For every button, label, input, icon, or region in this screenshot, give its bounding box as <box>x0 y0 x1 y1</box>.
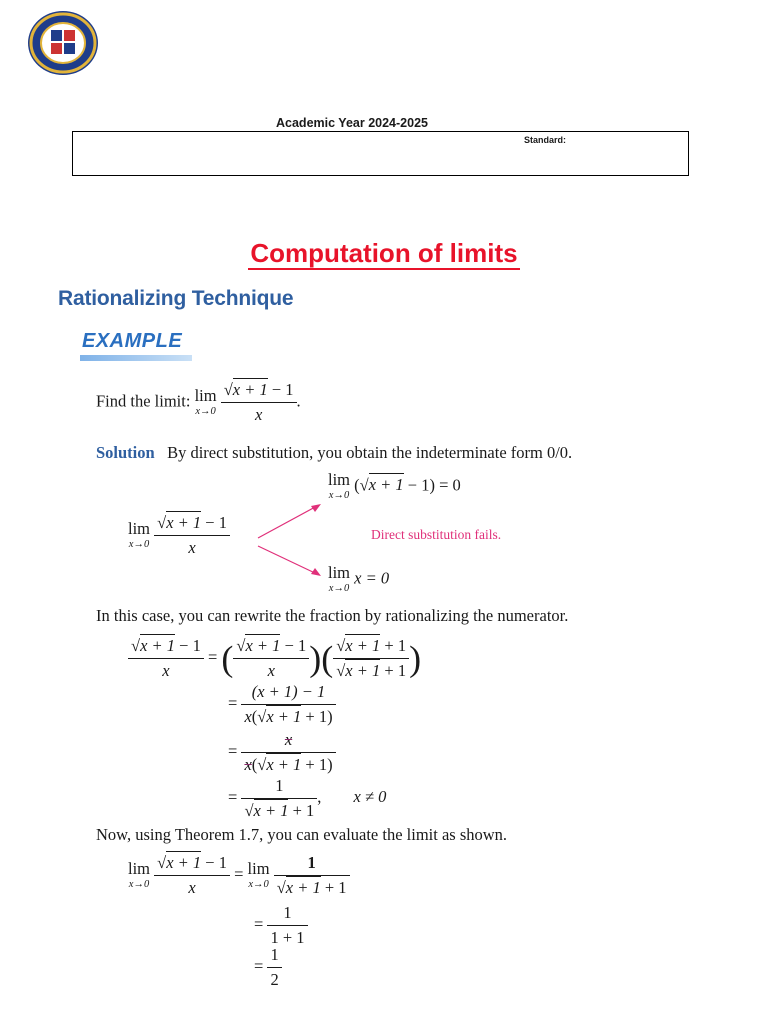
problem-fraction: $\frac{√x + 1 - 1}{x}$ <box>221 380 297 425</box>
page-title-text: Computation of limits <box>250 238 518 268</box>
standard-label: Standard: <box>524 135 567 145</box>
final-limit-step-2: = $\frac{1}{1 + 1}$ <box>254 903 308 948</box>
final-limit-step-3: = $\frac{1}{2}$ <box>254 945 282 990</box>
info-box <box>72 131 689 176</box>
limit-operator: lim x→0 <box>194 386 217 417</box>
solution-text: By direct substitution, you obtain the indeterminate form 0/0. <box>167 443 573 462</box>
solution-label: Solution <box>96 443 155 462</box>
numerator-limit: lim x→0 (√x + 1 − 1) = 0 <box>328 470 461 501</box>
problem-statement: Find the limit: lim x→0 $\frac{√x + 1 - 1}{x}$ . <box>96 380 301 424</box>
substitution-arrows <box>255 498 325 580</box>
final-limit-step-1: lim x→0 $\frac{√x + 1 - 1}{x}$ = lim x→0 $\frac{1}{√x + 1 + 1}$ <box>128 853 350 898</box>
theorem-text: Now, using Theorem 1.7, you can evaluate the limit as shown. <box>96 825 508 844</box>
rationalize-step-3: = $\frac{x}{x(√x + 1 + 1)}$ <box>228 730 336 775</box>
rewrite-text: In this case, you can rewrite the fraction by rationalizing the numerator. <box>96 606 569 625</box>
main-limit-expression: lim x→0 $\frac{√x + 1 - 1}{x}$ <box>128 513 230 558</box>
school-crest-icon <box>27 10 99 76</box>
page-title <box>0 238 768 269</box>
academic-year: Academic Year 2024-2025 <box>276 116 428 130</box>
example-label: EXAMPLE <box>82 330 183 352</box>
school-logo <box>27 10 99 76</box>
rationalize-step-2: = $\frac{(x + 1) - 1}{x(√x + 1 + 1)}$ <box>228 682 336 727</box>
denominator-limit: lim x→0 x = 0 <box>328 563 390 594</box>
problem-prefix: Find the limit: <box>96 391 191 411</box>
solution-line <box>96 443 572 463</box>
nonzero-condition: x ≠ 0 <box>353 787 387 807</box>
example-underline <box>80 355 192 361</box>
rationalize-step-4: = $\frac{1}{√x + 1 + 1}$ , x ≠ 0 <box>228 776 387 820</box>
section-heading: Rationalizing Technique <box>58 287 294 310</box>
rationalize-step-1: $\frac{√x + 1 - 1}{x}$ = ( $\frac{√x + 1 - 1}{x}$ )( $\frac{√x + 1 + 1}{√x + 1 + 1}$ ) <box>128 636 421 681</box>
direct-substitution-note: Direct substitution fails. <box>371 527 502 542</box>
